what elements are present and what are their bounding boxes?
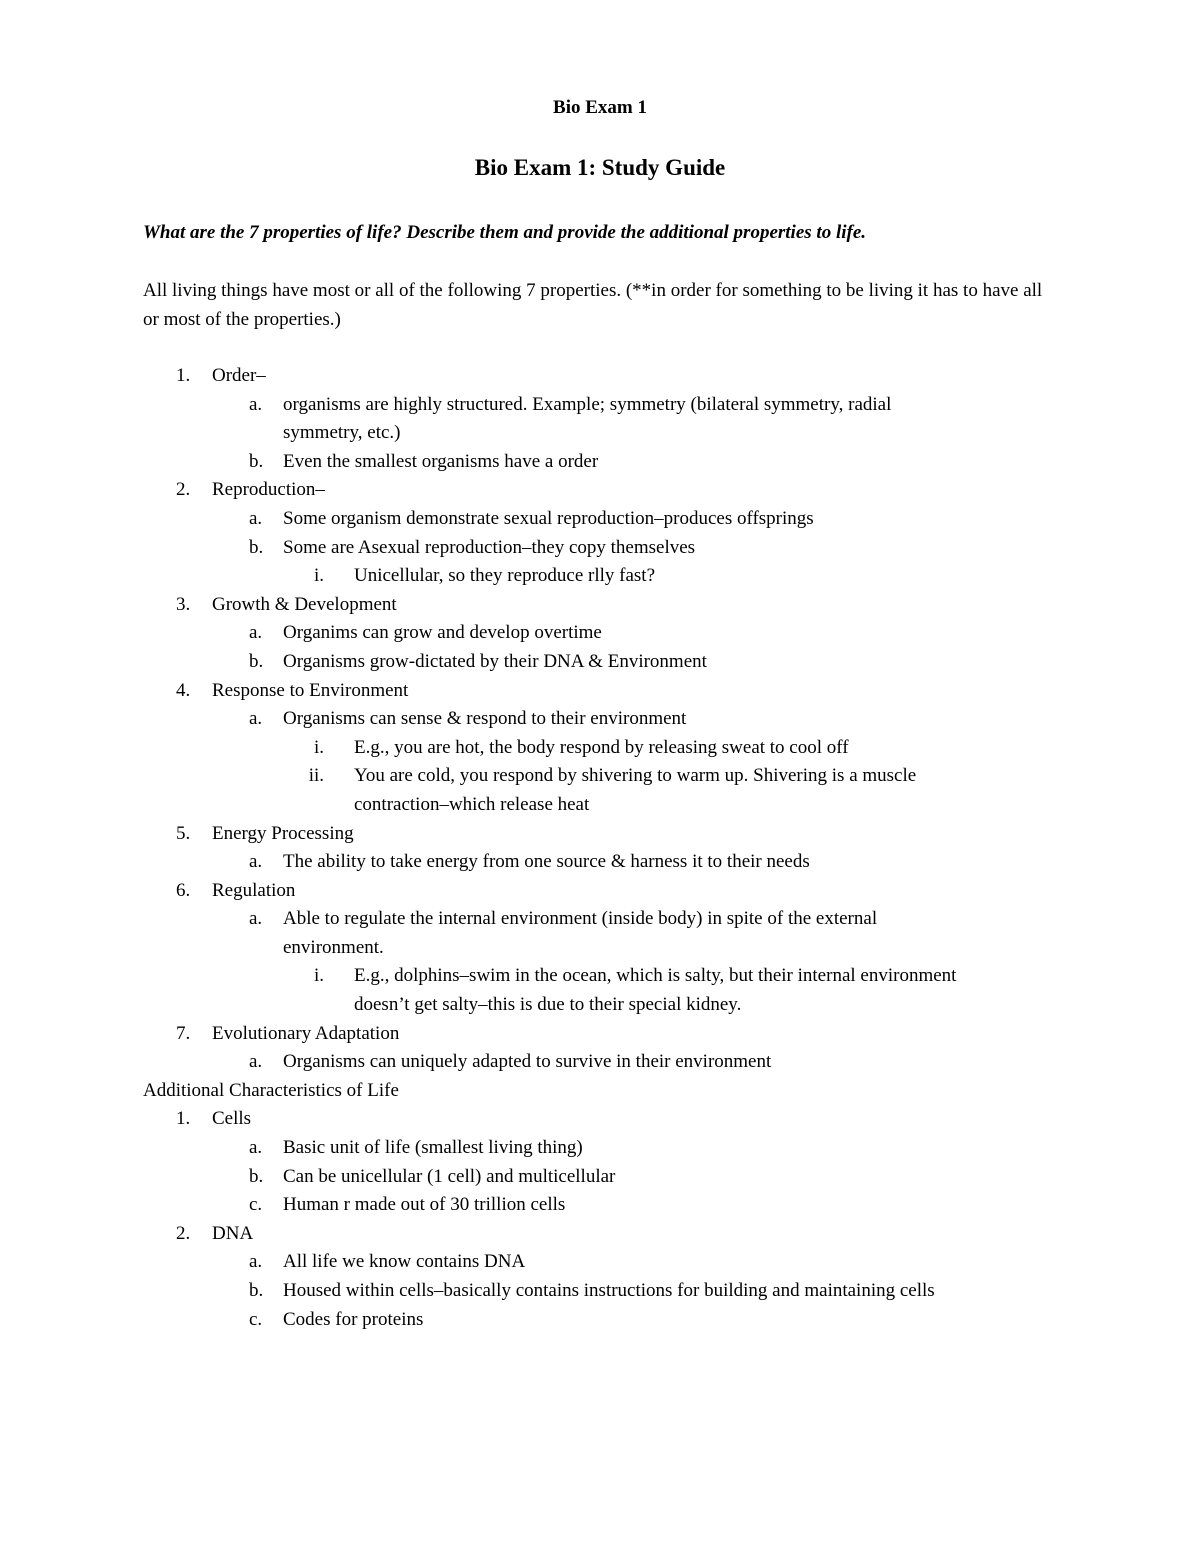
outline-text: E.g., you are hot, the body respond by releasing sweat to cool off — [354, 736, 849, 758]
outline-item — [143, 1248, 1103, 1277]
outline-item — [143, 1020, 1103, 1049]
outline-item — [143, 1105, 1103, 1134]
outline-text: Growth & Development — [212, 593, 397, 615]
outline-marker: a. — [249, 507, 263, 529]
outline-item — [143, 562, 1103, 591]
outline-marker: a. — [249, 851, 263, 873]
outline-item — [143, 419, 1103, 448]
outline-item — [143, 534, 1103, 563]
intro-paragraph: All living things have most or all of the following 7 properties. (**in order for something to be living it has to have all or most of the properties.) — [143, 280, 1043, 330]
outline-marker: b. — [249, 1165, 264, 1187]
properties-outline — [143, 362, 1103, 1334]
outline-text: Organisms grow-dictated by their DNA & Environment — [283, 650, 707, 672]
outline-item — [143, 648, 1103, 677]
outline-text: Organims can grow and develop overtime — [283, 622, 602, 644]
outline-marker: a. — [249, 708, 263, 730]
outline-text: Even the smallest organisms have a order — [283, 450, 599, 472]
outline-marker: 6. — [176, 879, 191, 901]
outline-text: symmetry, etc.) — [283, 422, 401, 444]
outline-marker: 4. — [176, 679, 191, 701]
outline-marker: i. — [313, 565, 324, 587]
outline-text: All life we know contains DNA — [283, 1251, 526, 1273]
outline-marker: 7. — [176, 1022, 191, 1044]
outline-item — [143, 734, 1103, 763]
outline-marker: b. — [249, 650, 264, 672]
outline-text: Regulation — [212, 879, 296, 901]
outline-text: Additional Characteristics of Life — [143, 1079, 399, 1101]
outline-marker: b. — [249, 1280, 264, 1301]
outline-item — [143, 1134, 1103, 1163]
outline-text: doesn’t get salty–this is due to their special kidney. — [354, 994, 742, 1016]
outline-text: Some organism demonstrate sexual reproduction–produces offsprings — [283, 507, 814, 529]
outline-item — [143, 677, 1103, 706]
outline-text: Cells — [212, 1108, 252, 1130]
study-question: What are the 7 properties of life? Describe them and provide the additional properties to life. — [143, 222, 867, 243]
outline-marker: i. — [313, 965, 324, 987]
outline-marker: a. — [249, 1251, 263, 1273]
outline-item — [143, 619, 1103, 648]
outline-marker: c. — [249, 1308, 263, 1330]
outline-text: Order– — [212, 365, 266, 386]
outline-marker: 1. — [176, 1108, 191, 1130]
outline-text: Can be unicellular (1 cell) and multicellular — [283, 1165, 616, 1187]
outline-item — [143, 391, 1103, 420]
outline-text: Unicellular, so they reproduce rlly fast? — [354, 565, 656, 587]
outline-marker: ii. — [308, 765, 324, 787]
outline-marker: a. — [249, 1051, 263, 1073]
outline-item — [143, 505, 1103, 534]
outline-item — [143, 591, 1103, 620]
outline-text: contraction–which release heat — [354, 793, 590, 815]
outline-item — [143, 820, 1103, 849]
outline-marker: a. — [249, 908, 263, 930]
outline-marker: b. — [249, 450, 264, 472]
outline-text: Reproduction– — [212, 479, 325, 501]
outline-marker: c. — [249, 1194, 263, 1216]
outline-item — [143, 905, 1103, 934]
outline-item — [143, 991, 1103, 1020]
outline-item — [143, 762, 1103, 791]
outline-marker: 2. — [176, 479, 191, 501]
outline-text: Organisms can sense & respond to their environment — [283, 708, 687, 730]
outline-text: Organisms can uniquely adapted to survive in their environment — [283, 1051, 772, 1073]
document-title: Bio Exam 1: Study Guide — [474, 155, 726, 180]
outline-text: Some are Asexual reproduction–they copy themselves — [283, 536, 696, 558]
outline-text: Human r made out of 30 trillion cells — [283, 1194, 566, 1216]
outline-marker: 3. — [176, 593, 191, 615]
outline-item — [143, 791, 1103, 820]
outline-item — [143, 877, 1103, 906]
outline-item — [143, 476, 1103, 505]
outline-item — [143, 705, 1103, 734]
outline-text: Codes for proteins — [283, 1308, 424, 1330]
outline-text: The ability to take energy from one source & harness it to their needs — [283, 851, 810, 873]
outline-item — [143, 1277, 1103, 1306]
outline-text: environment. — [283, 936, 384, 958]
outline-text: You are cold, you respond by shivering to warm up. Shivering is a muscle — [354, 765, 917, 787]
outline-marker: a. — [249, 1137, 263, 1159]
outline-item — [143, 848, 1103, 877]
outline-text: Evolutionary Adaptation — [212, 1022, 400, 1044]
outline-marker: 1. — [176, 365, 191, 386]
outline-marker: 2. — [176, 1222, 191, 1244]
outline-text: organisms are highly structured. Example; symmetry (bilateral symmetry, radial — [283, 393, 892, 415]
outline-text: DNA — [212, 1222, 254, 1244]
outline-marker: a. — [249, 393, 263, 415]
page-header: Bio Exam 1 — [553, 97, 647, 118]
outline-text: Energy Processing — [212, 822, 354, 844]
outline-item — [143, 1048, 1103, 1077]
outline-marker: i. — [313, 736, 324, 758]
outline-item — [143, 1306, 1103, 1335]
outline-item — [143, 962, 1103, 991]
outline-marker: 5. — [176, 822, 191, 844]
outline-text: Response to Environment — [212, 679, 409, 701]
outline-item — [143, 934, 1103, 963]
outline-text: E.g., dolphins–swim in the ocean, which is salty, but their internal environment — [354, 965, 957, 987]
outline-item — [143, 448, 1103, 477]
outline-text: Housed within cells–basically contains instructions for building and maintaining cells — [283, 1280, 935, 1301]
outline-item — [143, 362, 1103, 391]
outline-marker: a. — [249, 622, 263, 644]
outline-marker: b. — [249, 536, 264, 558]
outline-item — [143, 1220, 1103, 1249]
outline-text: Basic unit of life (smallest living thing) — [283, 1137, 583, 1159]
outline-item — [143, 1163, 1103, 1192]
outline-item — [143, 1191, 1103, 1220]
section-heading — [143, 1077, 1103, 1106]
outline-text: Able to regulate the internal environment (inside body) in spite of the external — [283, 908, 878, 930]
